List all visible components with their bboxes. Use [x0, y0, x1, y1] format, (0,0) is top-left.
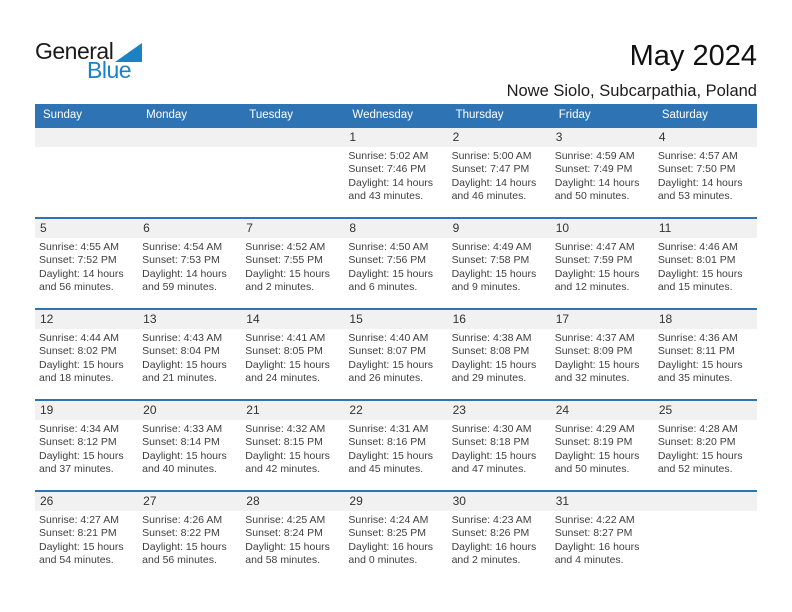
- daylight-minutes-text: and 32 minutes.: [554, 372, 630, 385]
- daylight-minutes-text: and 9 minutes.: [451, 281, 521, 294]
- day-details: [654, 420, 757, 477]
- daylight-hours-text: Daylight: 15 hours: [245, 358, 330, 371]
- daylight-hours-text: Daylight: 15 hours: [245, 267, 330, 280]
- daylight-minutes-text: and 45 minutes.: [348, 463, 424, 476]
- daylight-hours-text: Daylight: 16 hours: [348, 540, 434, 553]
- daylight-minutes-text: and 24 minutes.: [245, 372, 320, 385]
- day-details: [35, 511, 138, 568]
- weekday-header-sunday: Sunday: [43, 109, 83, 121]
- day-number: 5: [35, 219, 138, 238]
- daylight-hours-text: Daylight: 14 hours: [142, 267, 227, 280]
- day-number: 30: [448, 492, 551, 511]
- sunrise-text: Sunrise: 4:40 AM: [348, 332, 429, 344]
- sunset-text: Sunset: 8:24 PM: [245, 527, 323, 540]
- daylight-hours-text: Daylight: 15 hours: [554, 358, 640, 371]
- day-cell: [138, 401, 241, 490]
- sunrise-text: Sunrise: 4:22 AM: [554, 514, 635, 526]
- daylight-minutes-text: and 4 minutes.: [554, 554, 624, 567]
- sunset-text: Sunset: 7:49 PM: [554, 163, 633, 176]
- sunset-text: Sunset: 8:02 PM: [39, 345, 117, 358]
- day-details: [138, 329, 241, 386]
- day-details: [654, 238, 757, 295]
- sunset-text: Sunset: 7:46 PM: [348, 163, 427, 176]
- daylight-minutes-text: and 6 minutes.: [348, 281, 418, 294]
- calendar-table: [35, 104, 757, 581]
- sunrise-text: Sunrise: 4:34 AM: [39, 423, 119, 435]
- day-number: [35, 128, 138, 147]
- sunset-text: Sunset: 8:08 PM: [451, 345, 530, 358]
- day-details: [241, 420, 344, 477]
- daylight-hours-text: Daylight: 15 hours: [245, 540, 330, 553]
- weekday-header-saturday: Saturday: [661, 109, 708, 121]
- week-row: [35, 126, 757, 217]
- day-cell: [448, 310, 551, 399]
- daylight-minutes-text: and 29 minutes.: [451, 372, 527, 385]
- daylight-hours-text: Daylight: 15 hours: [348, 267, 434, 280]
- sunrise-text: Sunrise: 4:28 AM: [657, 423, 738, 435]
- sunrise-text: Sunrise: 4:29 AM: [554, 423, 635, 435]
- day-details: [344, 238, 447, 295]
- daylight-hours-text: Daylight: 15 hours: [39, 540, 124, 553]
- day-cell: [35, 219, 138, 308]
- day-number: 17: [551, 310, 654, 329]
- day-details: [35, 238, 138, 295]
- daylight-minutes-text: and 56 minutes.: [142, 554, 217, 567]
- day-details: [344, 147, 447, 204]
- day-cell: [654, 219, 757, 308]
- sunrise-text: Sunrise: 4:37 AM: [554, 332, 635, 344]
- sunset-text: Sunset: 8:20 PM: [657, 436, 736, 449]
- day-details: [241, 511, 344, 568]
- day-details: [344, 511, 447, 568]
- day-number: [138, 128, 241, 147]
- daylight-minutes-text: and 47 minutes.: [451, 463, 527, 476]
- week-row: [35, 217, 757, 308]
- day-details: [35, 420, 138, 477]
- sunset-text: Sunset: 8:22 PM: [142, 527, 220, 540]
- sunrise-text: Sunrise: 4:33 AM: [142, 423, 223, 435]
- day-details: [344, 329, 447, 386]
- sunset-text: Sunset: 8:19 PM: [554, 436, 633, 449]
- week-row: [35, 399, 757, 490]
- daylight-hours-text: Daylight: 15 hours: [554, 267, 640, 280]
- sunset-text: Sunset: 8:26 PM: [451, 527, 530, 540]
- daylight-minutes-text: and 56 minutes.: [39, 281, 114, 294]
- day-number: 29: [344, 492, 447, 511]
- empty-day-cell: [654, 492, 757, 581]
- sunset-text: Sunset: 8:04 PM: [142, 345, 220, 358]
- day-number: 27: [138, 492, 241, 511]
- sunset-text: Sunset: 7:55 PM: [245, 254, 323, 267]
- daylight-hours-text: Daylight: 14 hours: [657, 176, 743, 189]
- sunrise-text: Sunrise: 4:46 AM: [657, 241, 738, 253]
- day-cell: [551, 401, 654, 490]
- daylight-hours-text: Daylight: 15 hours: [348, 358, 434, 371]
- week-row: [35, 490, 757, 581]
- day-number: 8: [344, 219, 447, 238]
- sunrise-text: Sunrise: 5:02 AM: [348, 150, 429, 162]
- sunrise-text: Sunrise: 4:47 AM: [554, 241, 635, 253]
- daylight-minutes-text: and 2 minutes.: [451, 554, 521, 567]
- day-number: 7: [241, 219, 344, 238]
- sunset-text: Sunset: 7:47 PM: [451, 163, 530, 176]
- day-cell: [551, 219, 654, 308]
- day-cell: [448, 401, 551, 490]
- weekday-header-friday: Friday: [558, 109, 591, 121]
- day-details: [241, 238, 344, 295]
- day-number: 19: [35, 401, 138, 420]
- day-cell: [448, 128, 551, 217]
- day-number: 22: [344, 401, 447, 420]
- day-number: 12: [35, 310, 138, 329]
- month-title: May 2024: [629, 40, 757, 72]
- day-number: 26: [35, 492, 138, 511]
- day-cell: [448, 219, 551, 308]
- sunset-text: Sunset: 8:11 PM: [657, 345, 735, 358]
- day-number: 6: [138, 219, 241, 238]
- daylight-minutes-text: and 53 minutes.: [657, 190, 733, 203]
- daylight-hours-text: Daylight: 14 hours: [554, 176, 640, 189]
- sunrise-text: Sunrise: 4:25 AM: [245, 514, 326, 526]
- day-details: [654, 147, 757, 204]
- day-cell: [138, 310, 241, 399]
- sunset-text: Sunset: 8:18 PM: [451, 436, 530, 449]
- daylight-minutes-text: and 2 minutes.: [245, 281, 315, 294]
- weekday-header: [35, 104, 757, 126]
- day-cell: [241, 310, 344, 399]
- daylight-minutes-text: and 50 minutes.: [554, 190, 630, 203]
- sunset-text: Sunset: 7:52 PM: [39, 254, 117, 267]
- sunset-text: Sunset: 8:16 PM: [348, 436, 427, 449]
- sunset-text: Sunset: 7:53 PM: [142, 254, 220, 267]
- day-number: 24: [551, 401, 654, 420]
- day-number: 11: [654, 219, 757, 238]
- daylight-hours-text: Daylight: 15 hours: [451, 267, 537, 280]
- day-cell: [344, 219, 447, 308]
- sunset-text: Sunset: 8:01 PM: [657, 254, 736, 267]
- day-number: 23: [448, 401, 551, 420]
- day-details: [35, 329, 138, 386]
- day-number: 1: [344, 128, 447, 147]
- empty-day-cell: [35, 128, 138, 217]
- sunset-text: Sunset: 7:50 PM: [657, 163, 736, 176]
- empty-day-cell: [138, 128, 241, 217]
- day-cell: [138, 219, 241, 308]
- day-cell: [344, 128, 447, 217]
- daylight-minutes-text: and 37 minutes.: [39, 463, 114, 476]
- day-number: 13: [138, 310, 241, 329]
- day-details: [448, 147, 551, 204]
- sunrise-text: Sunrise: 4:30 AM: [451, 423, 532, 435]
- daylight-hours-text: Daylight: 15 hours: [142, 449, 227, 462]
- day-details: [551, 511, 654, 568]
- daylight-minutes-text: and 52 minutes.: [657, 463, 733, 476]
- day-number: 25: [654, 401, 757, 420]
- general-blue-logo: [35, 40, 142, 82]
- sunrise-text: Sunrise: 4:43 AM: [142, 332, 223, 344]
- day-cell: [448, 492, 551, 581]
- sunrise-text: Sunrise: 4:36 AM: [657, 332, 738, 344]
- day-number: 2: [448, 128, 551, 147]
- daylight-minutes-text: and 59 minutes.: [142, 281, 217, 294]
- day-number: [654, 492, 757, 511]
- weekday-header-wednesday: Wednesday: [352, 109, 413, 121]
- day-details: [138, 420, 241, 477]
- daylight-minutes-text: and 43 minutes.: [348, 190, 424, 203]
- sunset-text: Sunset: 7:56 PM: [348, 254, 427, 267]
- sunset-text: Sunset: 7:58 PM: [451, 254, 530, 267]
- title-block: [507, 41, 757, 101]
- day-details: [551, 329, 654, 386]
- day-cell: [551, 492, 654, 581]
- daylight-hours-text: Daylight: 14 hours: [451, 176, 537, 189]
- day-details: [654, 329, 757, 386]
- daylight-hours-text: Daylight: 15 hours: [142, 540, 227, 553]
- weekday-header-thursday: Thursday: [455, 109, 504, 121]
- day-cell: [654, 128, 757, 217]
- day-number: [241, 128, 344, 147]
- sunset-text: Sunset: 8:14 PM: [142, 436, 220, 449]
- sunrise-text: Sunrise: 5:00 AM: [451, 150, 532, 162]
- sunset-text: Sunset: 8:09 PM: [554, 345, 633, 358]
- day-number: 18: [654, 310, 757, 329]
- day-details: [241, 329, 344, 386]
- sunrise-text: Sunrise: 4:49 AM: [451, 241, 532, 253]
- day-cell: [241, 401, 344, 490]
- daylight-hours-text: Daylight: 15 hours: [657, 449, 743, 462]
- daylight-minutes-text: and 42 minutes.: [245, 463, 320, 476]
- logo-blue-text: Blue: [87, 57, 132, 83]
- sunrise-text: Sunrise: 4:32 AM: [245, 423, 326, 435]
- day-cell: [654, 310, 757, 399]
- daylight-hours-text: Daylight: 14 hours: [39, 267, 124, 280]
- sunrise-text: Sunrise: 4:38 AM: [451, 332, 532, 344]
- daylight-hours-text: Daylight: 15 hours: [348, 449, 434, 462]
- sunrise-text: Sunrise: 4:27 AM: [39, 514, 119, 526]
- day-details: [138, 238, 241, 295]
- sunrise-text: Sunrise: 4:41 AM: [245, 332, 326, 344]
- day-cell: [138, 492, 241, 581]
- day-cell: [654, 401, 757, 490]
- daylight-hours-text: Daylight: 15 hours: [657, 267, 743, 280]
- weekday-header-monday: Monday: [146, 109, 188, 121]
- day-details: [344, 420, 447, 477]
- sunrise-text: Sunrise: 4:23 AM: [451, 514, 532, 526]
- day-details: [551, 238, 654, 295]
- sunset-text: Sunset: 8:15 PM: [245, 436, 323, 449]
- sunset-text: Sunset: 8:07 PM: [348, 345, 427, 358]
- sunrise-text: Sunrise: 4:24 AM: [348, 514, 429, 526]
- day-cell: [344, 492, 447, 581]
- day-number: 14: [241, 310, 344, 329]
- daylight-hours-text: Daylight: 15 hours: [451, 358, 537, 371]
- sunrise-text: Sunrise: 4:54 AM: [142, 241, 223, 253]
- daylight-hours-text: Daylight: 15 hours: [142, 358, 227, 371]
- sunrise-text: Sunrise: 4:57 AM: [657, 150, 738, 162]
- day-cell: [35, 492, 138, 581]
- daylight-minutes-text: and 18 minutes.: [39, 372, 114, 385]
- daylight-hours-text: Daylight: 15 hours: [451, 449, 537, 462]
- day-cell: [344, 401, 447, 490]
- day-number: 28: [241, 492, 344, 511]
- day-cell: [35, 310, 138, 399]
- weekday-header-tuesday: Tuesday: [249, 109, 293, 121]
- sunrise-text: Sunrise: 4:59 AM: [554, 150, 635, 162]
- day-number: 21: [241, 401, 344, 420]
- day-cell: [344, 310, 447, 399]
- sunrise-text: Sunrise: 4:52 AM: [245, 241, 326, 253]
- day-number: 3: [551, 128, 654, 147]
- day-details: [138, 511, 241, 568]
- daylight-hours-text: Daylight: 15 hours: [39, 449, 124, 462]
- sunset-text: Sunset: 8:27 PM: [554, 527, 633, 540]
- daylight-minutes-text: and 26 minutes.: [348, 372, 424, 385]
- day-details: [448, 329, 551, 386]
- daylight-minutes-text: and 15 minutes.: [657, 281, 733, 294]
- daylight-hours-text: Daylight: 15 hours: [657, 358, 743, 371]
- sunrise-text: Sunrise: 4:26 AM: [142, 514, 223, 526]
- daylight-hours-text: Daylight: 14 hours: [348, 176, 434, 189]
- day-details: [448, 511, 551, 568]
- day-number: 4: [654, 128, 757, 147]
- daylight-hours-text: Daylight: 15 hours: [39, 358, 124, 371]
- daylight-minutes-text: and 21 minutes.: [142, 372, 217, 385]
- week-row: [35, 308, 757, 399]
- day-number: 9: [448, 219, 551, 238]
- day-number: 20: [138, 401, 241, 420]
- daylight-minutes-text: and 12 minutes.: [554, 281, 630, 294]
- sunset-text: Sunset: 8:05 PM: [245, 345, 323, 358]
- sunset-text: Sunset: 8:25 PM: [348, 527, 427, 540]
- sunrise-text: Sunrise: 4:50 AM: [348, 241, 429, 253]
- daylight-hours-text: Daylight: 15 hours: [554, 449, 640, 462]
- day-details: [448, 238, 551, 295]
- daylight-minutes-text: and 50 minutes.: [554, 463, 630, 476]
- day-number: 31: [551, 492, 654, 511]
- day-details: [448, 420, 551, 477]
- day-cell: [35, 401, 138, 490]
- daylight-hours-text: Daylight: 15 hours: [245, 449, 330, 462]
- daylight-hours-text: Daylight: 16 hours: [451, 540, 537, 553]
- day-number: 16: [448, 310, 551, 329]
- daylight-minutes-text: and 54 minutes.: [39, 554, 114, 567]
- daylight-minutes-text: and 40 minutes.: [142, 463, 217, 476]
- calendar-weeks: [35, 126, 757, 581]
- logo-general-text: General: [35, 38, 114, 64]
- daylight-minutes-text: and 35 minutes.: [657, 372, 733, 385]
- sunset-text: Sunset: 8:21 PM: [39, 527, 117, 540]
- sunrise-text: Sunrise: 4:31 AM: [348, 423, 429, 435]
- daylight-minutes-text: and 46 minutes.: [451, 190, 527, 203]
- daylight-minutes-text: and 0 minutes.: [348, 554, 418, 567]
- day-cell: [241, 492, 344, 581]
- location-subtitle: Nowe Siolo, Subcarpathia, Poland: [506, 81, 757, 100]
- sunset-text: Sunset: 8:12 PM: [39, 436, 117, 449]
- sunrise-text: Sunrise: 4:55 AM: [39, 241, 119, 253]
- daylight-minutes-text: and 58 minutes.: [245, 554, 320, 567]
- day-details: [551, 147, 654, 204]
- sunset-text: Sunset: 7:59 PM: [554, 254, 633, 267]
- day-cell: [241, 219, 344, 308]
- day-number: 10: [551, 219, 654, 238]
- day-cell: [551, 310, 654, 399]
- sunrise-text: Sunrise: 4:44 AM: [39, 332, 119, 344]
- day-number: 15: [344, 310, 447, 329]
- daylight-hours-text: Daylight: 16 hours: [554, 540, 640, 553]
- day-details: [551, 420, 654, 477]
- empty-day-cell: [241, 128, 344, 217]
- day-cell: [551, 128, 654, 217]
